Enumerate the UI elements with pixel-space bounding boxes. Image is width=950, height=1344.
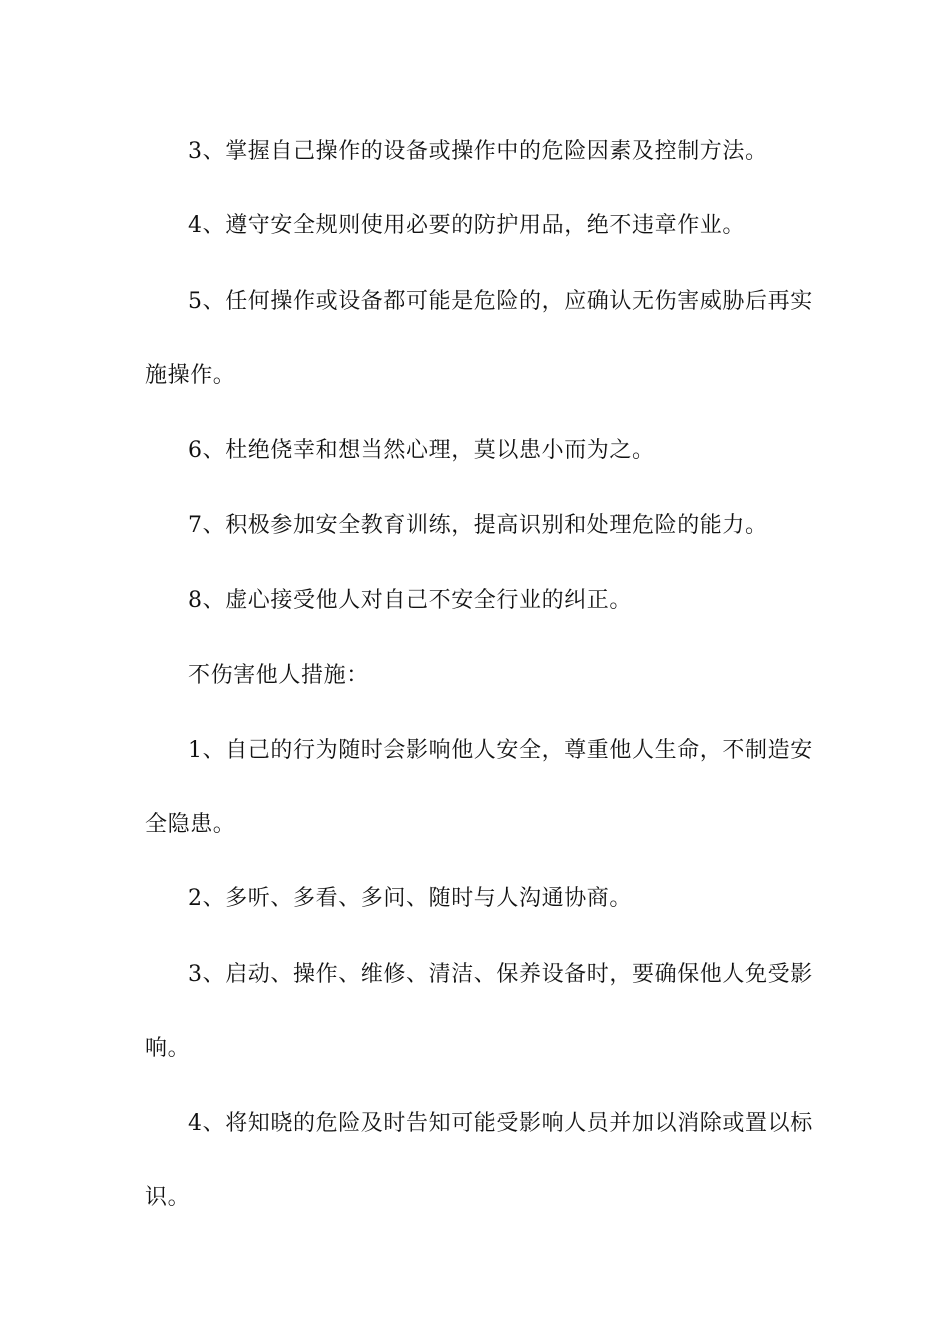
paragraph-line: 7、积极参加安全教育训练，提高识别和处理危险的能力。 <box>188 513 768 538</box>
paragraph-line: 5、任何操作或设备都可能是危险的，应确认无伤害威胁后再实 <box>188 289 813 314</box>
paragraph-line: 4、将知晓的危险及时告知可能受影响人员并加以消除或置以标 <box>188 1111 813 1136</box>
paragraph-line: 3、掌握自己操作的设备或操作中的危险因素及控制方法。 <box>188 139 768 164</box>
paragraph-line: 施操作。 <box>145 363 236 388</box>
paragraph-line: 全隐患。 <box>145 812 236 837</box>
paragraph-line: 识。 <box>145 1185 191 1210</box>
paragraph-line: 6、杜绝侥幸和想当然心理，莫以患小而为之。 <box>188 438 655 463</box>
paragraph-line: 8、虚心接受他人对自己不安全行业的纠正。 <box>188 588 632 613</box>
section-heading: 不伤害他人措施： <box>188 663 369 688</box>
paragraph-line: 1、自己的行为随时会影响他人安全，尊重他人生命，不制造安 <box>188 738 813 763</box>
paragraph-line: 响。 <box>145 1036 191 1061</box>
paragraph-line: 3、启动、操作、维修、清洁、保养设备时，要确保他人免受影 <box>188 962 813 987</box>
paragraph-line: 2、多听、多看、多问、随时与人沟通协商。 <box>188 886 632 911</box>
paragraph-line: 4、遵守安全规则使用必要的防护用品，绝不违章作业。 <box>188 213 745 238</box>
